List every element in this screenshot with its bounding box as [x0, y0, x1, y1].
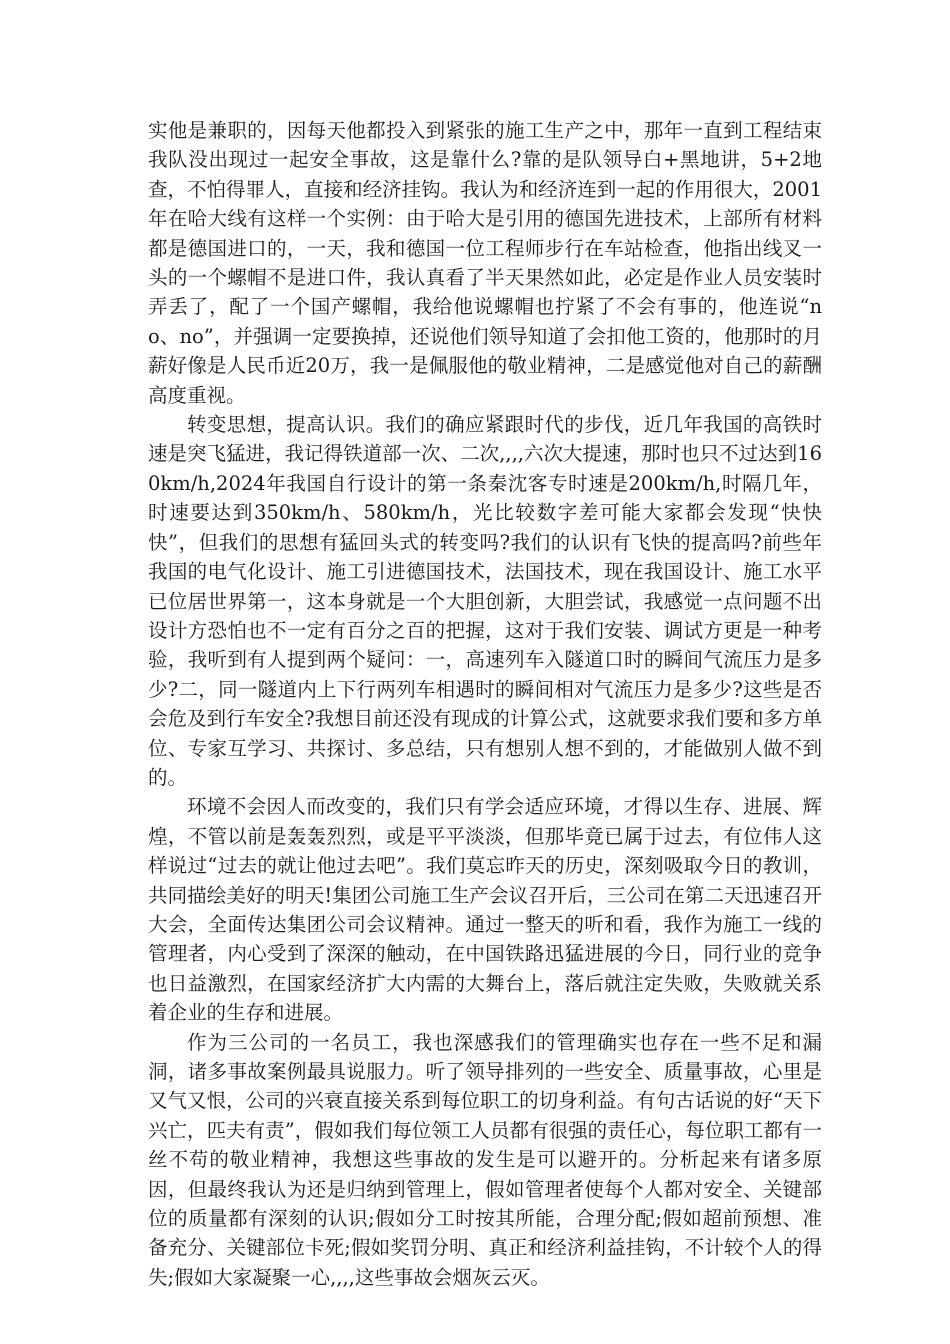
document-body [148, 116, 822, 1292]
paragraph-change-thinking: 转变思想，提高认识。我们的确应紧跟时代的步伐，近几年我国的高铁时速是突飞猛进，我记得铁道部一次、二次,,,,六次大提速，那时也只不过达到160km/h,2024年我国自行设计的第一条秦沈客专时速是200km/h,时隔几年，时速要达到350km/h、580km/h，光比较数字差可能大家都会发现“快快快”，但我们的思想有猛回头式的转变吗?我们的认识有飞快的提高吗?前些年我国的电气化设计、施工引进德国技术，法国技术，现在我国设计、施工水平已位居世界第一，这本身就是一个大胆创新，大胆尝试，我感觉一点问题不出设计方恐怕也不一定有百分之百的把握，这对于我们安装、调试方更是一种考验，我听到有人提到两个疑问：一，高速列车入隧道口时的瞬间气流压力是多少?二，同一隧道内上下行两列车相遇时的瞬间相对气流压力是多少?这些是否会危及到行车安全?我想目前还没有现成的计算公式，这就要求我们要和多方单位、专家互学习、共探讨、多总结，只有想别人想不到的，才能做别人做不到的。 [148, 413, 822, 789]
paragraph-continuation: 实他是兼职的，因每天他都投入到紧张的施工生产之中，那年一直到工程结束我队没出现过一起安全事故，这是靠什么?靠的是队领导白+黑地讲，5+2地查，不怕得罪人，直接和经济挂钩。我认为和经济连到一起的作用很大，2001年在哈大线有这样一个实例：由于哈大是引用的德国先进技术，上部所有材料都是德国进口的，一天，我和德国一位工程师步行在车站检查，他指出线叉一头的一个螺帽不是进口件，我认真看了半天果然如此，必定是作业人员安装时弄丢了，配了一个国产螺帽，我给他说螺帽也拧紧了不会有事的，他连说“no、no”，并强调一定要换掉，还说他们领导知道了会扣他工资的，他那时的月薪好像是人民币近20万，我一是佩服他的敬业精神，二是感觉他对自己的薪酬高度重视。 [148, 119, 822, 407]
paragraph-management: 作为三公司的一名员工，我也深感我们的管理确实也存在一些不足和漏洞，诸多事故案例最具说服力。听了领导排列的一些安全、质量事故，心里是又气又恨，公司的兴衰直接关系到每位职工的切身利益。有句古话说的好“天下兴亡，匹夫有责”，假如我们每位领工人员都有很强的责任心，每位职工都有一丝不苟的敬业精神，我想这些事故的发生是可以避开的。分析起来有诸多原因，但最终我认为还是归纳到管理上，假如管理者使每个人都对安全、关键部位的质量都有深刻的认识;假如分工时按其所能，合理分配;假如超前预想、准备充分、关键部位卡死;假如奖罚分明、真正和经济利益挂钩，不计较个人的得失;假如大家凝聚一心,,,,这些事故会烟灰云灭。 [148, 1030, 822, 1289]
paragraph-environment: 环境不会因人而改变的，我们只有学会适应环境，才得以生存、进展、辉煌，不管以前是轰轰烈烈，或是平平淡淡，但那毕竟已属于过去，有位伟人这样说过“过去的就让他过去吧”。我们莫忘昨天的历史，深刻吸取今日的教训，共同描绘美好的明天!集团公司施工生产会议召开后，三公司在第二天迅速召开大会，全面传达集团公司会议精神。通过一整天的听和看，我作为施工一线的管理者，内心受到了深深的触动，在中国铁路迅猛进展的今日，同行业的竞争也日益激烈，在国家经济扩大内需的大舞台上，落后就注定失败，失败就关系着企业的生存和进展。 [148, 795, 822, 1025]
